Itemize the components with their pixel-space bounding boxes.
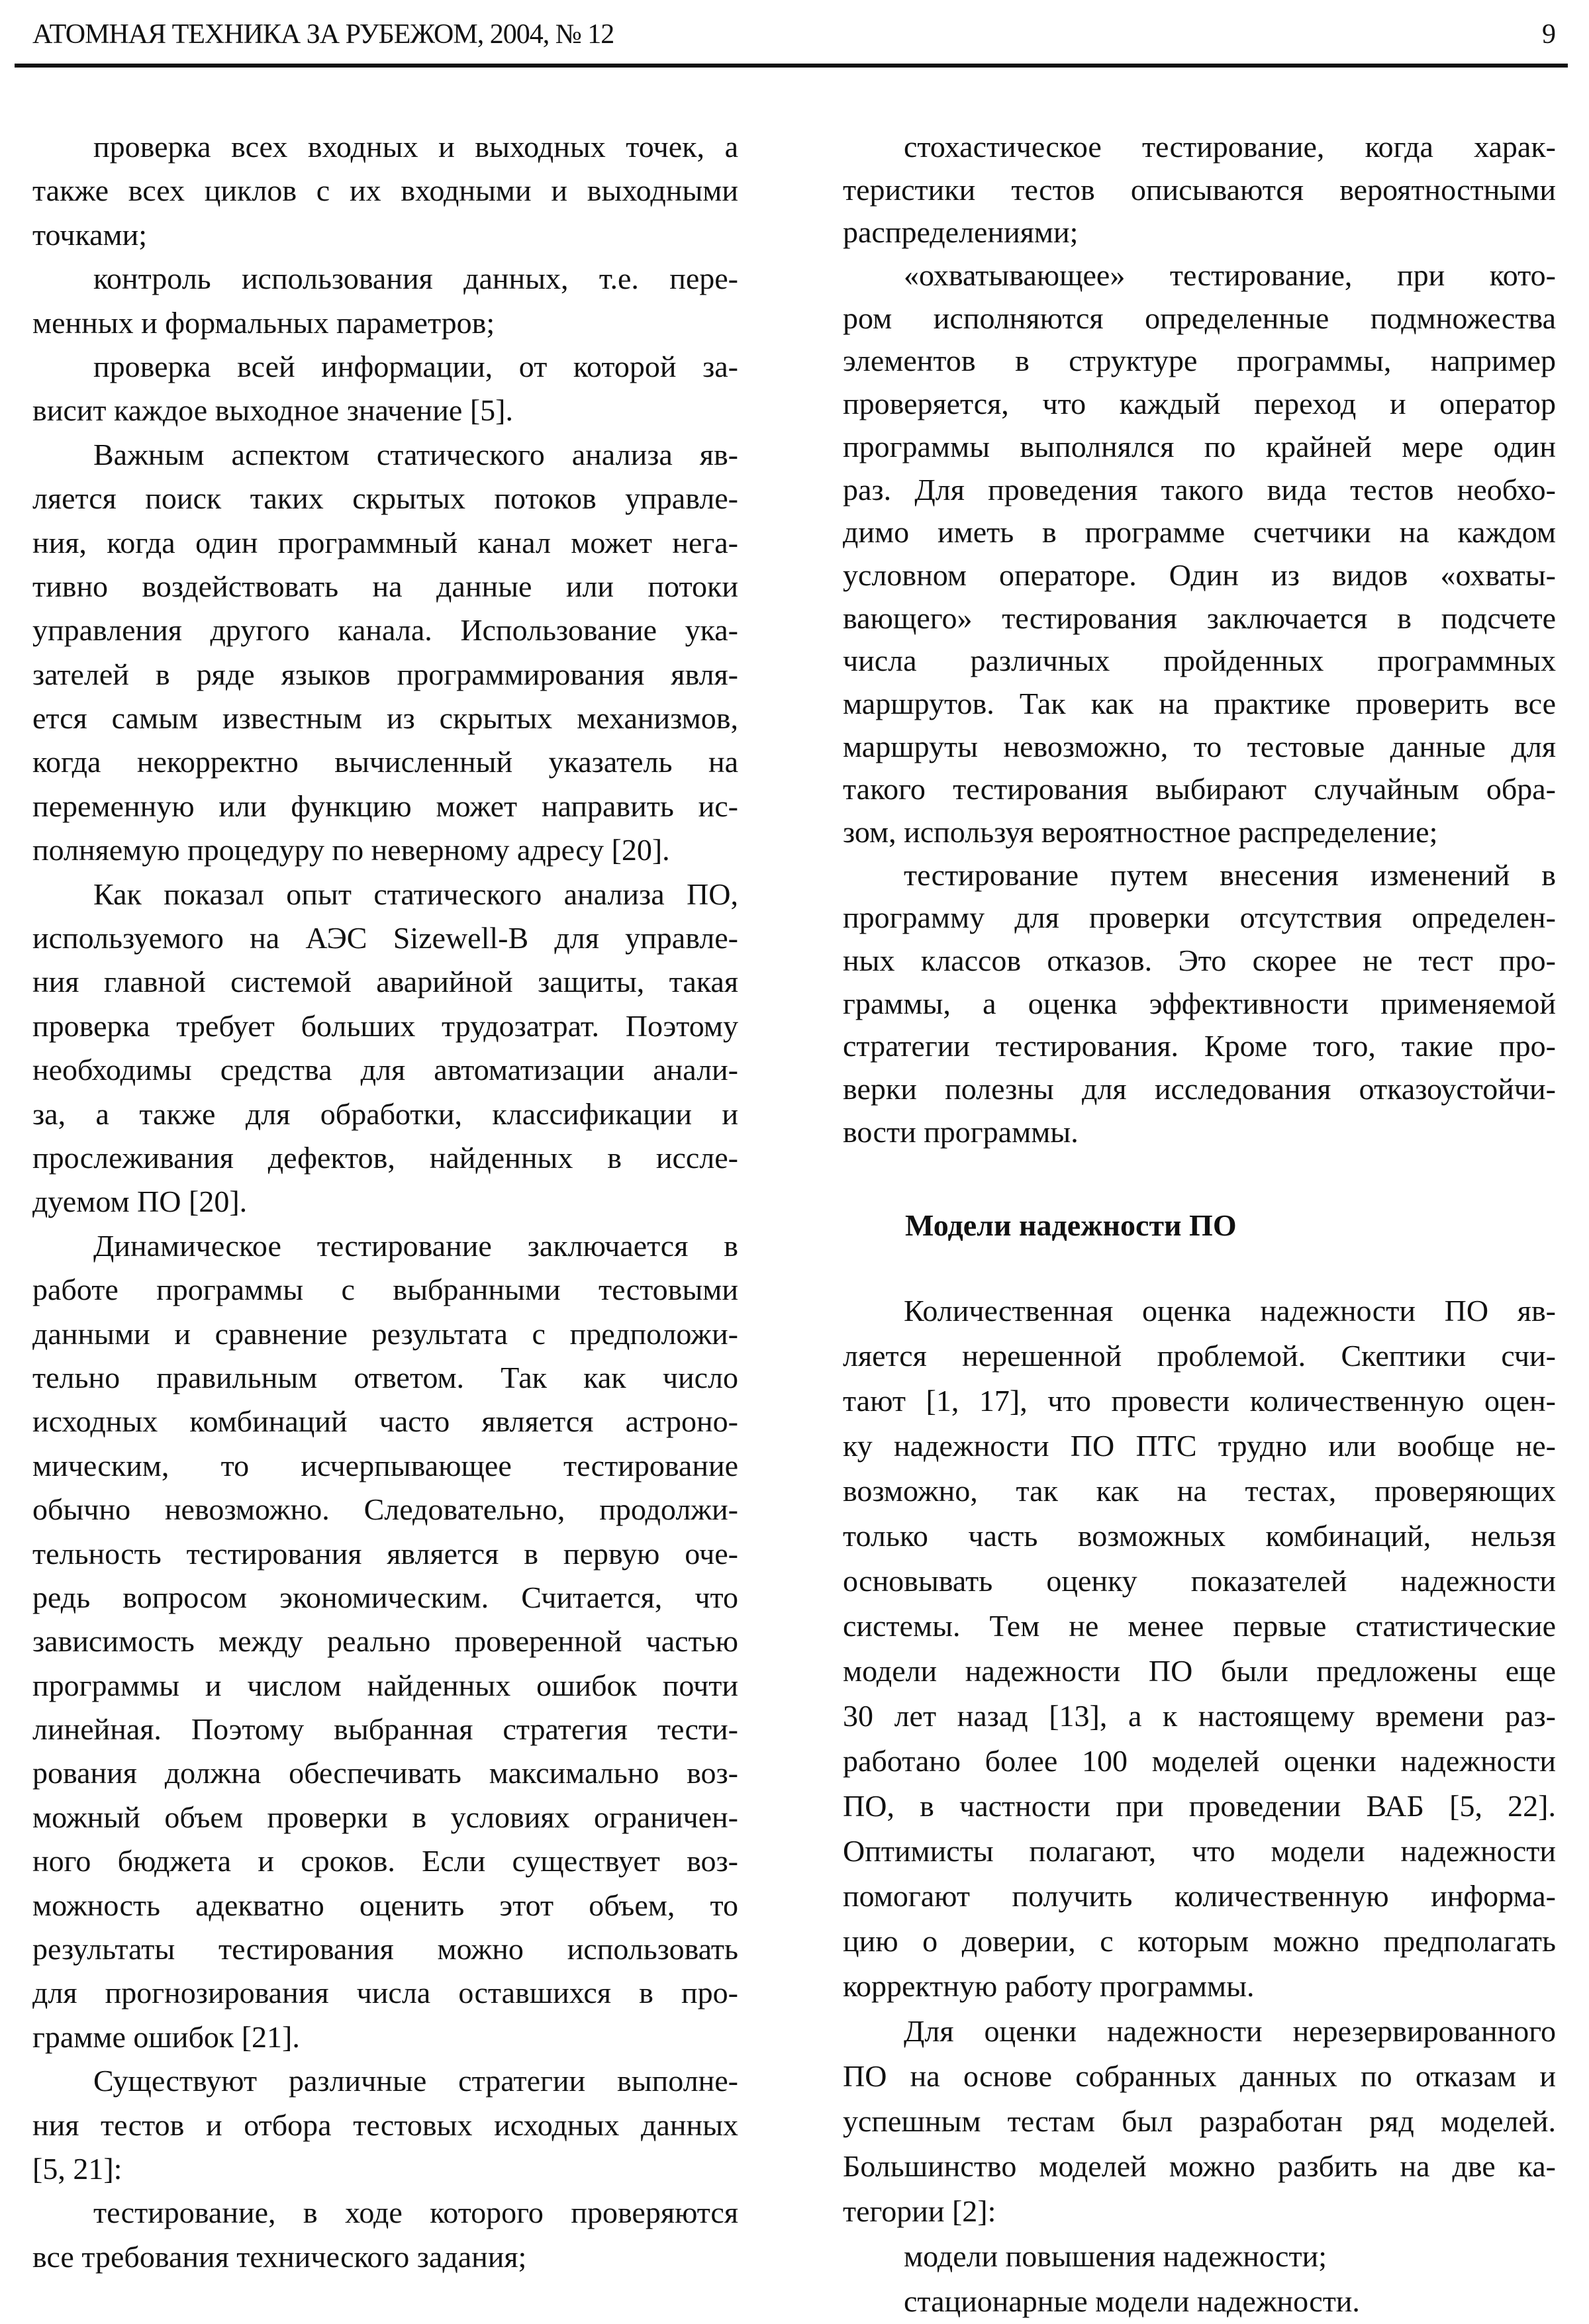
text-line: зависимость между реально проверенной частью: [32, 1624, 738, 1659]
text-line: висит каждое выходное значение [5].: [32, 393, 513, 428]
right-column-top: [843, 126, 1556, 1154]
text-line: такого тестирования выбирают случайным обра-: [843, 772, 1556, 806]
text-line: ляется поиск таких скрытых потоков управле-: [32, 481, 738, 516]
text-line: дуемом ПО [20].: [32, 1185, 248, 1219]
text-line: ного бюджета и сроков. Если существует воз-: [32, 1844, 738, 1878]
text-line: димо иметь в программе счетчики на каждом: [843, 515, 1556, 550]
text-line: [5, 21]:: [32, 2151, 122, 2186]
paragraph: [32, 2059, 738, 2191]
text-line: модели надежности ПО были предложены еще: [843, 1654, 1556, 1688]
text-line: также всех циклов с их входными и выходными: [32, 173, 738, 208]
text-line: Как показал опыт статического анализа ПО,: [93, 877, 738, 911]
text-line: успешным тестам был разработан ряд моделей.: [843, 2104, 1556, 2138]
text-line: тивно воздействовать на данные или потоки: [32, 569, 738, 603]
text-line: условном операторе. Один из видов «охваты-: [843, 557, 1556, 592]
text-line: можность адекватно оценить этот объем, то: [32, 1888, 738, 1922]
text-line: тельность тестирования является в первую оче-: [32, 1536, 738, 1571]
text-line: ния тестов и отбора тестовых исходных данных: [32, 2107, 738, 2142]
text-line: программы выполнялся по крайней мере один: [843, 429, 1556, 463]
paragraph: [843, 254, 1556, 854]
text-line: менных и формальных параметров;: [32, 305, 495, 340]
text-line: работано более 100 моделей оценки надежности: [843, 1744, 1556, 1778]
text-line: ром исполняются определенные подмножества: [843, 301, 1556, 335]
text-line: мическим, то исчерпывающее тестирование: [32, 1448, 738, 1482]
text-line: исходных комбинаций часто является астроно-: [32, 1404, 738, 1439]
text-line: Большинство моделей можно разбить на две ка-: [843, 2149, 1556, 2183]
text-line: рования должна обеспечивать максимально воз-: [32, 1756, 738, 1790]
text-line: программу для проверки отсутствия определен-: [843, 900, 1556, 935]
text-line: числа различных пройденных программных: [843, 644, 1556, 678]
text-line: основывать оценку показателей надежности: [843, 1564, 1556, 1598]
text-line: вости программы.: [843, 1114, 1079, 1149]
text-line: ку надежности ПО ПТС трудно или вообще не-: [843, 1429, 1556, 1463]
text-line: контроль использования данных, т.е. пере-: [93, 262, 738, 296]
text-line: вающего» тестирования заключается в подсчете: [843, 601, 1556, 635]
text-line: цию о доверии, с которым можно предполагать: [843, 1924, 1556, 1958]
text-line: Важным аспектом статического анализа яв-: [93, 437, 738, 471]
text-line: работе программы с выбранными тестовыми: [32, 1273, 738, 1307]
text-line: корректную работу программы.: [843, 1969, 1255, 2003]
paragraph: [32, 345, 738, 433]
text-line: возможно, так как на тестах, проверяющих: [843, 1474, 1556, 1508]
text-line: грамме ошибок [21].: [32, 2019, 300, 2054]
text-line: раз. Для проведения такого вида тестов необхо-: [843, 472, 1556, 507]
paragraph: [32, 257, 738, 345]
text-line: тегории [2]:: [843, 2194, 996, 2228]
running-header: [32, 15, 1556, 54]
text-line: используемого на АЭС Sizewell-B для управле-: [32, 921, 738, 955]
text-line: Динамическое тестирование заключается в: [93, 1228, 738, 1263]
text-line: стратегии тестирования. Кроме того, такие про-: [843, 1029, 1556, 1063]
paragraph: [843, 1288, 1556, 2009]
text-line: программы и числом найденных ошибок почти: [32, 1668, 738, 1702]
text-line: ных классов отказов. Это скорее не тест про-: [843, 944, 1556, 978]
text-line: зателей в ряде языков программирования явля-: [32, 657, 738, 691]
text-line: стохастическое тестирование, когда харак-: [904, 130, 1556, 164]
paragraph: [843, 854, 1556, 1154]
text-line: редь вопросом экономическим. Считается, что: [32, 1580, 738, 1614]
paragraph: [32, 873, 738, 1224]
text-line: маршрутов. Так как на практике проверить все: [843, 686, 1556, 720]
text-line: проверка всей информации, от которой за-: [93, 349, 738, 383]
text-line: стационарные модели надежности.: [904, 2284, 1360, 2318]
text-line: Оптимисты полагают, что модели надежности: [843, 1834, 1556, 1868]
journal-title: АТОМНАЯ ТЕХНИКА ЗА РУБЕЖОМ, 2004, № 12: [32, 19, 614, 50]
text-line: данными и сравнение результата с предположи-: [32, 1316, 738, 1351]
text-line: только часть возможных комбинаций, нельзя: [843, 1519, 1556, 1553]
right-column-bottom: [843, 1288, 1556, 2324]
text-line: 30 лет назад [13], а к настоящему времени раз-: [843, 1699, 1556, 1733]
text-line: тельно правильным ответом. Так как число: [32, 1360, 738, 1394]
paragraph: [843, 126, 1556, 254]
paragraph: [843, 2279, 1556, 2324]
text-line: тают [1, 17], что провести количественную оцен-: [843, 1384, 1556, 1418]
text-line: ПО на основе собранных данных по отказам и: [843, 2059, 1556, 2093]
text-line: обычно невозможно. Следовательно, продолжи-: [32, 1492, 738, 1527]
text-line: ния, когда один программный канал может нега-: [32, 525, 738, 559]
section-heading: Модели надежности ПО: [905, 1208, 1237, 1242]
header-rule: [15, 64, 1568, 68]
text-line: точками;: [32, 217, 148, 252]
text-line: ния главной системой аварийной защиты, такая: [32, 965, 738, 999]
text-line: результаты тестирования можно использовать: [32, 1932, 738, 1966]
text-line: ляется нерешенной проблемой. Скептики счи-: [843, 1339, 1556, 1373]
paragraph: [32, 2191, 738, 2279]
text-line: зом, используя вероятностное распределение;: [843, 815, 1438, 849]
text-line: Для оценки надежности нерезервированного: [904, 2014, 1556, 2048]
text-line: проверяется, что каждый переход и оператор: [843, 387, 1556, 421]
text-line: можный объем проверки в условиях ограничен-: [32, 1800, 738, 1834]
paragraph: [32, 1224, 738, 2059]
text-line: за, а также для обработки, классификации и: [32, 1096, 738, 1131]
text-line: тестирование путем внесения изменений в: [904, 857, 1556, 892]
text-line: линейная. Поэтому выбранная стратегия тести-: [32, 1712, 738, 1747]
paragraph: [843, 2009, 1556, 2234]
page-number: 9: [1542, 19, 1556, 50]
text-line: «охватывающее» тестирование, при кото-: [904, 258, 1556, 293]
text-line: проверка требует больших трудозатрат. Поэтому: [32, 1008, 738, 1043]
text-line: полняемую процедуру по неверному адресу [20].: [32, 833, 670, 867]
text-line: граммы, а оценка эффективности применяемой: [843, 986, 1556, 1020]
text-line: помогают получить количественную информа-: [843, 1879, 1556, 1913]
text-line: системы. Тем не менее первые статистические: [843, 1609, 1556, 1643]
text-line: модели повышения надежности;: [904, 2239, 1327, 2273]
text-line: Существуют различные стратегии выполне-: [93, 2064, 738, 2098]
text-line: ется самым известным из скрытых механизмов,: [32, 701, 738, 736]
paragraph: [32, 433, 738, 873]
text-line: проверка всех входных и выходных точек, а: [93, 130, 738, 164]
text-line: необходимы средства для автоматизации анали-: [32, 1053, 738, 1087]
text-line: для прогнозирования числа оставшихся в про-: [32, 1976, 738, 2010]
text-line: прослеживания дефектов, найденных в иссле-: [32, 1140, 738, 1175]
paragraph: [32, 125, 738, 257]
text-line: когда некорректно вычисленный указатель на: [32, 745, 738, 779]
text-line: все требования технического задания;: [32, 2239, 527, 2274]
text-line: Количественная оценка надежности ПО яв-: [904, 1294, 1556, 1328]
text-line: переменную или функцию может направить ис-: [32, 789, 738, 823]
text-line: теристики тестов описываются вероятностными: [843, 172, 1556, 207]
text-line: тестирование, в ходе которого проверяются: [93, 2196, 738, 2230]
text-line: маршруты невозможно, то тестовые данные для: [843, 729, 1556, 763]
text-line: элементов в структуре программы, например: [843, 344, 1556, 378]
text-line: распределениями;: [843, 215, 1079, 250]
text-line: верки полезны для исследования отказоустойчи-: [843, 1072, 1556, 1106]
left-column: [32, 125, 738, 2279]
text-line: управления другого канала. Использование ука-: [32, 613, 738, 648]
paragraph: [843, 2234, 1556, 2279]
text-line: ПО, в частности при проведении ВАБ [5, 22].: [843, 1789, 1556, 1823]
